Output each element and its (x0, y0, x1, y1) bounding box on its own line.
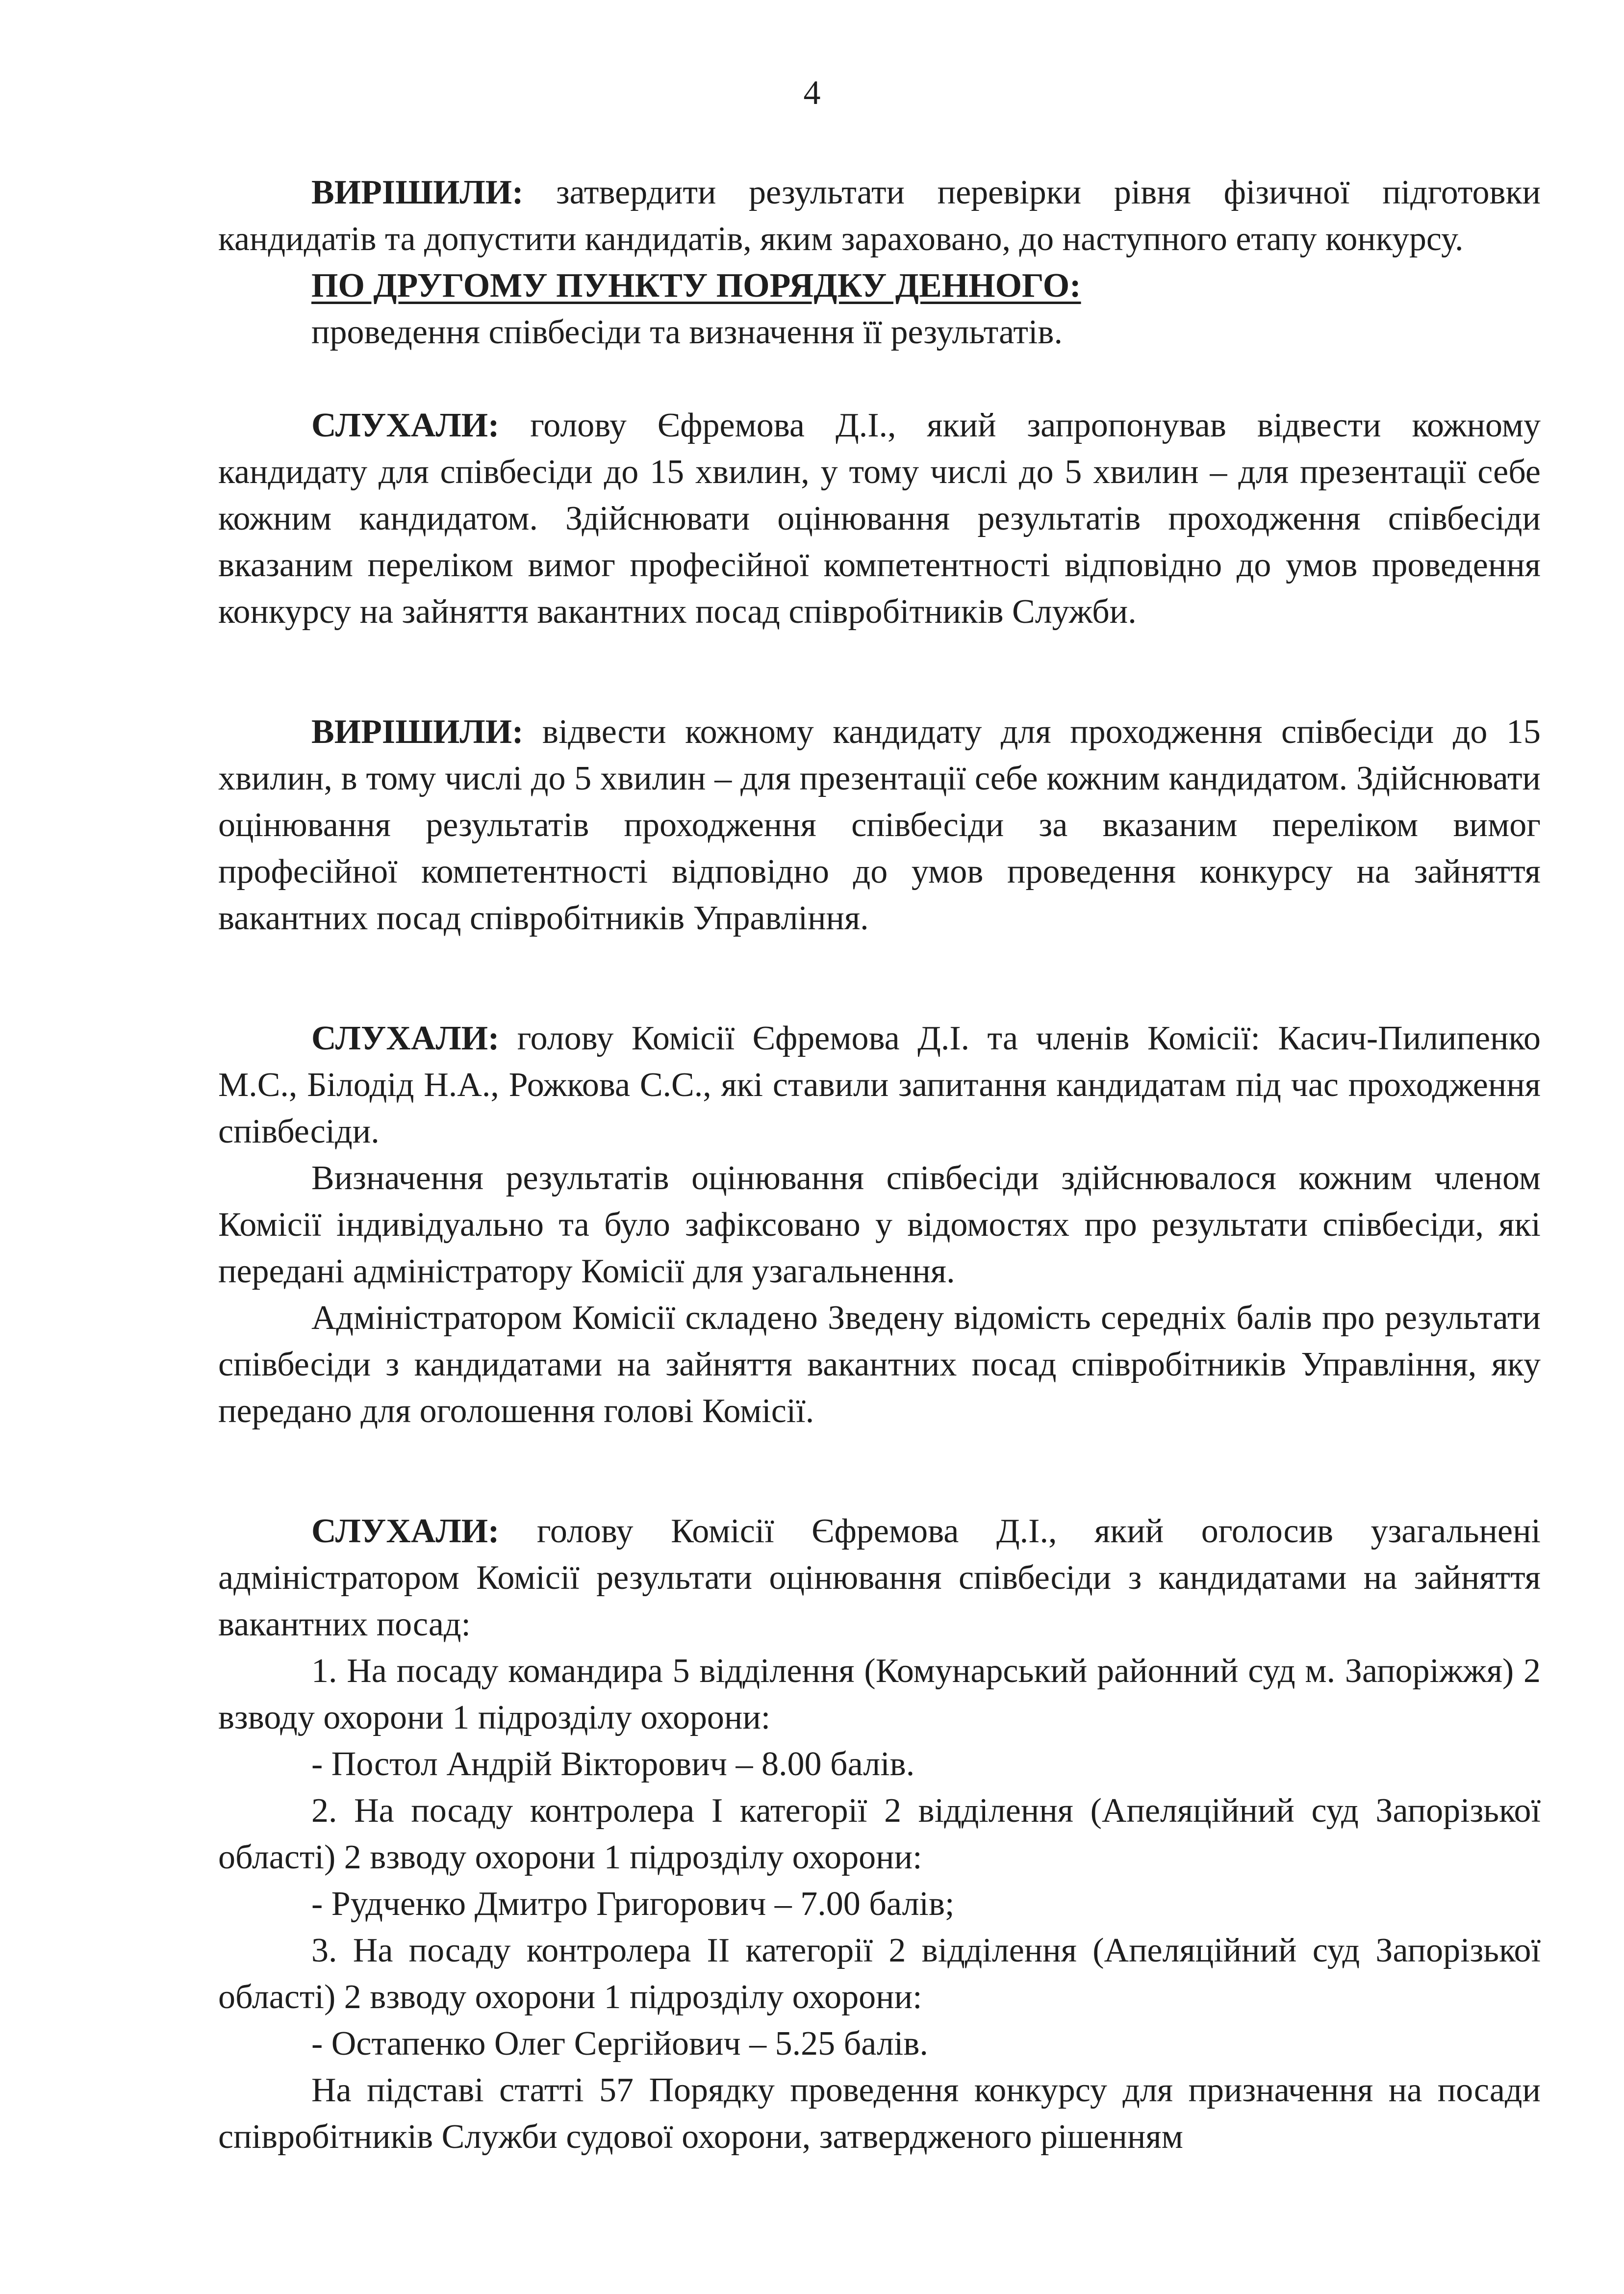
candidate-score-3: - Остапенко Олег Сергійович – 5.25 балів. (311, 2025, 928, 2063)
paragraph-text: голову Єфремова Д.І., який запропонував відвести кожному кандидату для співбесіди до 15 хвилин, у тому числі до 5 хвилин – для презентації себе кожним кандидатом. Здійснювати оцінювання результатів проходження співбесіди вказаним переліком вимог професійної компетентності відповідно до умов проведення конкурсу на зайняття вакантних посад співробітників Служби. (218, 407, 1541, 631)
candidate-score-1: - Постол Андрій Вікторович – 8.00 балів. (311, 1745, 915, 1783)
document-body (218, 169, 1541, 2160)
paragraph-text: відвести кожному кандидату для проходження співбесіди до 15 хвилин, в тому числі до 5 хвилин – для презентації себе кожним кандидатом. Здійснювати оцінювання результатів проходження співбесіди за вказаним переліком вимог професійної компетентності відповідно до умов проведення конкурсу на зайняття вакантних посад співробітників Управління. (218, 713, 1541, 937)
paragraph-text: голову Комісії Єфремова Д.І. та членів Комісії: Касич-Пилипенко М.С., Білодід Н.А., Рожкова С.С., які ставили запитання кандидатам під час проходження співбесіди. (218, 1020, 1541, 1150)
position-item-2: 2. На посаду контролера І категорії 2 відділення (Апеляційний суд Запорізької області) 2 взводу охорони 1 підрозділу охорони: (218, 1792, 1541, 1876)
page-number: 4 (803, 74, 821, 112)
decision-paragraph-2 (218, 709, 1541, 942)
results-determination-paragraph: Визначення результатів оцінювання співбесіди здійснювалося кожним членом Комісії індивідуально та було зафіксовано у відомостях про результати співбесіди, які передані адміністратору Комісії для узагальнення. (218, 1159, 1541, 1290)
heard-label: СЛУХАЛИ: (311, 1512, 500, 1550)
paragraph-text: затвердити результати перевірки рівня фізичної підготовки кандидатів та допустити кандидатів, яким зараховано, до наступного етапу конкурсу. (218, 174, 1541, 258)
heard-paragraph-2 (218, 1015, 1541, 1155)
decision-paragraph-1 (218, 169, 1541, 262)
decided-label: ВИРІШИЛИ: (311, 713, 524, 751)
legal-basis-paragraph: На підставі статті 57 Порядку проведення конкурсу для призначення на посади співробітників Служби судової охорони, затвердженого рішенням (218, 2071, 1541, 2156)
agenda-item-subheading: проведення співбесіди та визначення її результатів. (311, 313, 1063, 351)
position-item-3: 3. На посаду контролера ІІ категорії 2 відділення (Апеляційний суд Запорізької області) 2 взводу охорони 1 підрозділу охорони: (218, 1932, 1541, 2016)
summary-sheet-paragraph: Адміністратором Комісії складено Зведену відомість середніх балів про результати співбесіди з кандидатами на зайняття вакантних посад співробітників Управління, яку передано для оголошення голові Комісії. (218, 1299, 1541, 1430)
decided-label: ВИРІШИЛИ: (311, 174, 524, 211)
position-item-1: 1. На посаду командира 5 відділення (Комунарський районний суд м. Запоріжжя) 2 взводу охорони 1 підрозділу охорони: (218, 1652, 1541, 1736)
heard-paragraph-3 (218, 1508, 1541, 1648)
heard-paragraph-1 (218, 402, 1541, 635)
heard-label: СЛУХАЛИ: (311, 1020, 500, 1057)
heard-label: СЛУХАЛИ: (311, 407, 500, 444)
candidate-score-2: - Рудченко Дмитро Григорович – 7.00 балів; (311, 1885, 955, 1923)
paragraph-text: голову Комісії Єфремова Д.І., який оголосив узагальнені адміністратором Комісії результати оцінювання співбесіди з кандидатами на зайняття вакантних посад: (218, 1512, 1541, 1643)
agenda-item-heading: ПО ДРУГОМУ ПУНКТУ ПОРЯДКУ ДЕННОГО: (311, 267, 1081, 305)
